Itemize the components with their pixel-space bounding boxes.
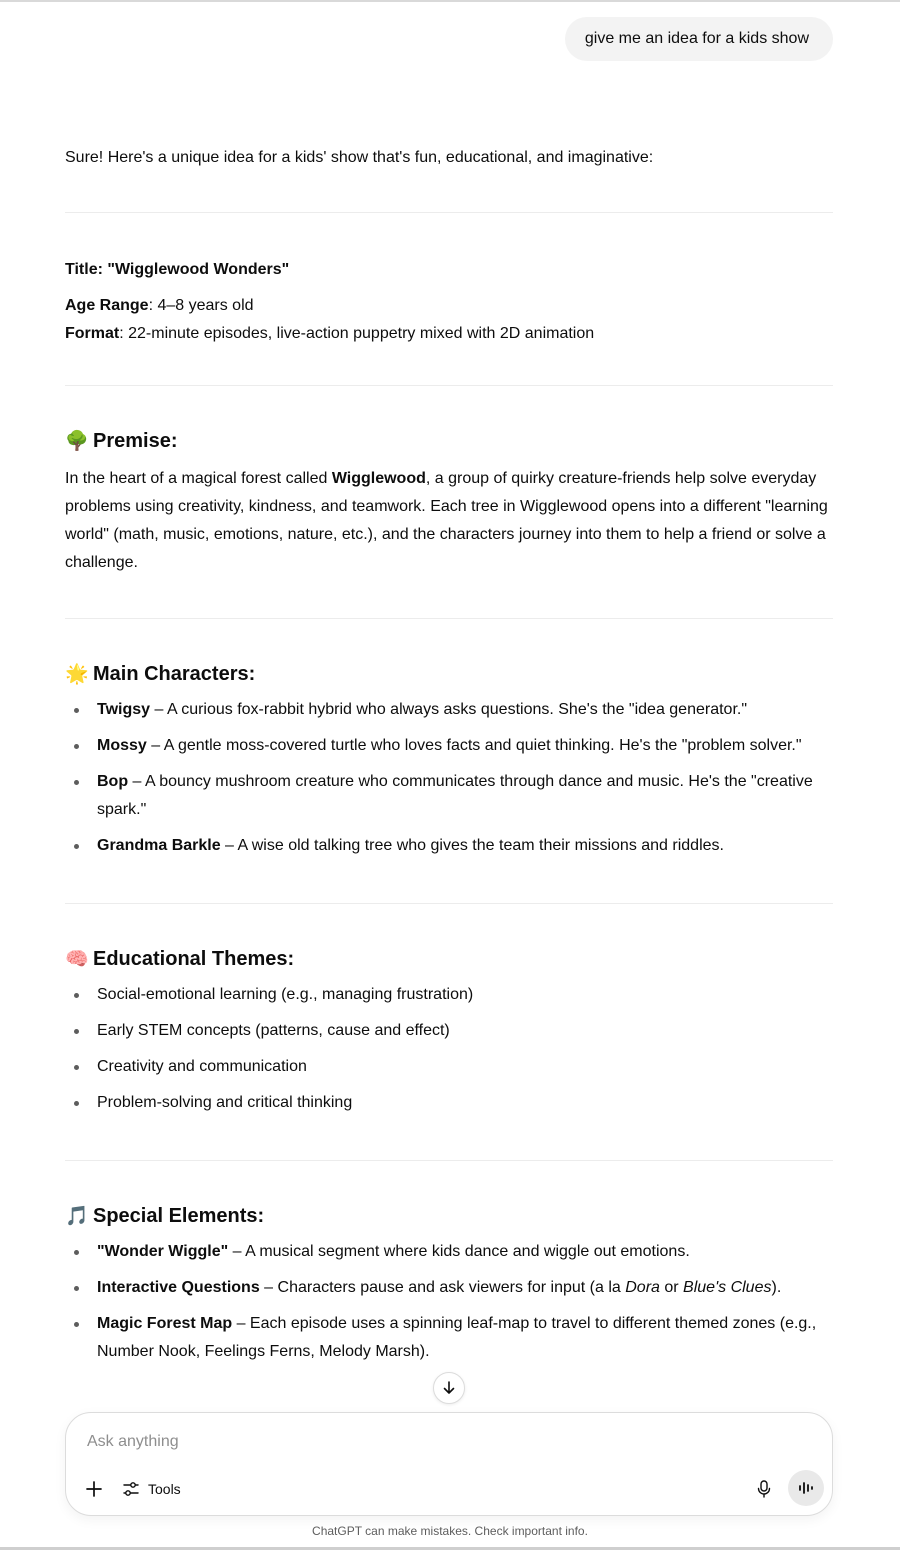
title-value: : "Wigglewood Wonders"	[97, 261, 290, 278]
list-item: Problem-solving and critical thinking	[65, 1089, 833, 1117]
voice-mode-icon	[797, 1480, 815, 1496]
tools-button[interactable]	[118, 1473, 185, 1505]
age-line	[65, 292, 833, 320]
intro-text: Sure! Here's a unique idea for a kids' show that's fun, educational, and imaginative:	[65, 149, 654, 166]
character-name: Twigsy	[97, 701, 151, 718]
list-item	[65, 1274, 833, 1302]
tree-icon: 🌳	[65, 430, 89, 452]
character-desc: – A wise old talking tree who gives the team their missions and riddles.	[220, 837, 724, 854]
list-item	[65, 1310, 833, 1366]
element-desc: ).	[771, 1279, 782, 1296]
character-name: Mossy	[97, 737, 147, 754]
special-list	[65, 1238, 833, 1366]
divider	[65, 903, 833, 904]
themes-heading-text: Educational Themes:	[93, 948, 295, 970]
mic-icon	[756, 1480, 772, 1498]
show-title: Blue's Clues	[683, 1279, 772, 1296]
tools-label: Tools	[148, 1481, 181, 1497]
composer-input[interactable]: Ask anything	[87, 1433, 179, 1450]
character-name: Bop	[97, 773, 129, 790]
character-name: Grandma Barkle	[97, 837, 221, 854]
premise-text-b: , a group of quirky creature-friends help solve everyday problems using creativity, kindness, and teamwork. Each tree in Wigglewood opens into a different "learning world" (math, music, emotions, nature, etc.), and the characters journey into them to help a friend or solve a challenge.	[65, 470, 828, 571]
premise-heading	[65, 427, 833, 455]
element-desc: or	[659, 1279, 684, 1296]
themes-section	[65, 945, 833, 1125]
list-item: Early STEM concepts (patterns, cause and effect)	[65, 1017, 833, 1045]
characters-heading-text: Main Characters:	[93, 663, 256, 685]
premise-section	[65, 427, 833, 577]
divider	[65, 212, 833, 213]
dictate-button[interactable]	[748, 1473, 780, 1505]
premise-text	[65, 465, 833, 577]
list-item	[65, 768, 833, 824]
divider	[65, 1160, 833, 1161]
scroll-to-bottom-button[interactable]	[433, 1372, 465, 1404]
format-value: : 22-minute episodes, live-action puppetry mixed with 2D animation	[119, 325, 595, 342]
star-icon: 🌟	[65, 663, 89, 685]
special-heading-text: Special Elements:	[93, 1205, 265, 1227]
divider	[65, 618, 833, 619]
user-message-text: give me an idea for a kids show	[584, 30, 809, 47]
disclaimer: ChatGPT can make mistakes. Check important info.	[312, 1524, 588, 1538]
character-desc: – A gentle moss-covered turtle who loves facts and quiet thinking. He's the "problem solver."	[146, 737, 802, 754]
themes-heading	[65, 945, 833, 973]
tools-icon	[122, 1480, 140, 1498]
list-item: Social-emotional learning (e.g., managing frustration)	[65, 981, 833, 1009]
characters-list	[65, 696, 833, 860]
music-note-icon: 🎵	[65, 1205, 89, 1227]
age-value: : 4–8 years old	[148, 297, 254, 314]
element-desc: – A musical segment where kids dance and wiggle out emotions.	[228, 1243, 690, 1260]
arrow-down-icon	[441, 1380, 457, 1396]
user-message-bubble	[565, 17, 833, 61]
themes-list	[65, 981, 833, 1117]
list-item	[65, 832, 833, 860]
premise-text-bold: Wigglewood	[331, 470, 426, 487]
show-title: Dora	[625, 1279, 660, 1296]
premise-heading-text: Premise:	[93, 430, 178, 452]
premise-text-a: In the heart of a magical forest called	[65, 470, 332, 487]
attach-button[interactable]	[78, 1473, 110, 1505]
top-border	[0, 0, 900, 3]
divider	[65, 385, 833, 386]
list-item	[65, 696, 833, 724]
element-name: Magic Forest Map	[97, 1315, 233, 1332]
message-composer[interactable]	[65, 1412, 833, 1516]
character-desc: – A curious fox-rabbit hybrid who always asks questions. She's the "idea generator."	[150, 701, 748, 718]
characters-heading	[65, 660, 833, 688]
element-name: Interactive Questions	[97, 1279, 260, 1296]
character-desc: – A bouncy mushroom creature who communicates through dance and music. He's the "creative spark."	[97, 773, 813, 818]
response-intro	[65, 147, 833, 169]
plus-icon	[85, 1480, 103, 1498]
brain-icon: 🧠	[65, 948, 89, 970]
characters-section	[65, 660, 833, 868]
element-name: "Wonder Wiggle"	[97, 1243, 229, 1260]
format-label: Format	[65, 325, 120, 342]
title-label: Title	[65, 261, 98, 278]
list-item	[65, 1238, 833, 1266]
show-meta	[65, 256, 833, 348]
element-desc: – Each episode uses a spinning leaf-map to travel to different themed zones (e.g., Number Nook, Feelings Ferns, Melody Marsh).	[97, 1315, 817, 1360]
special-section	[65, 1202, 833, 1374]
age-label: Age Range	[65, 297, 149, 314]
list-item	[65, 732, 833, 760]
element-desc: – Characters pause and ask viewers for input (a la	[259, 1279, 626, 1296]
list-item: Creativity and communication	[65, 1053, 833, 1081]
title-line	[65, 256, 833, 284]
voice-mode-button[interactable]	[788, 1470, 824, 1506]
format-line	[65, 320, 833, 348]
special-heading	[65, 1202, 833, 1230]
